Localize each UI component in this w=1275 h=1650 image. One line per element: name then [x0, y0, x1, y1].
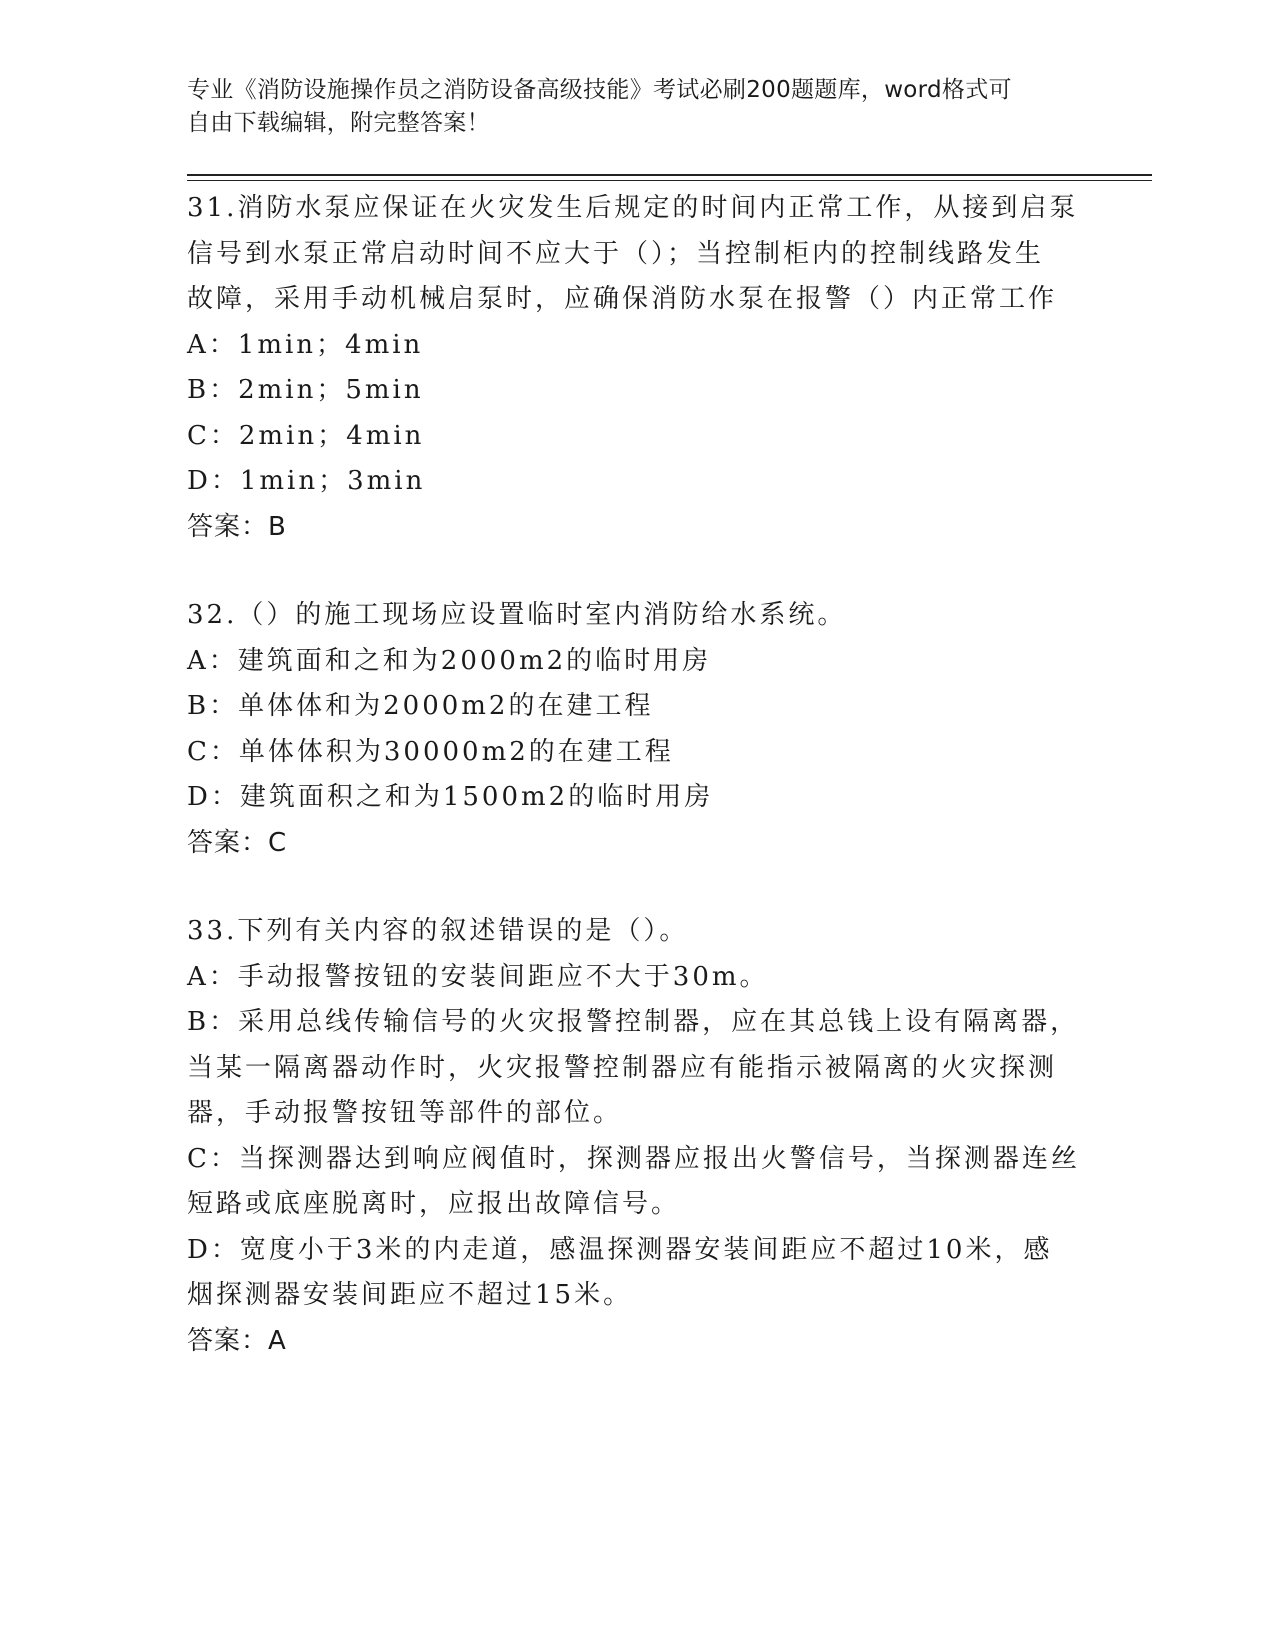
option-d-cont: 烟探测器安装间距应不超过15米。: [187, 1280, 633, 1310]
answer: 答案：B: [187, 511, 287, 542]
option-b: B：采用总线传输信号的火灾报警控制器，应在其总钱上设有隔离器，: [187, 1007, 1080, 1037]
option-b-cont: 器，手动报警按钮等部件的部位。: [187, 1098, 623, 1128]
header-line-1: 专业《消防设施操作员之消防设备高级技能》考试必刷200题题库，word格式可: [187, 77, 1012, 103]
header-divider-thick: [187, 174, 1152, 176]
header-divider-thin: [187, 180, 1152, 181]
option-d: D：1min；3min: [187, 466, 426, 496]
option-b: B：单体体和为2000m2的在建工程: [187, 691, 654, 721]
option-c: C：单体体积为30000m2的在建工程: [187, 736, 674, 767]
question-text-line: 故障，采用手动机械启泵时，应确保消防水泵在报警（）内正常工作: [187, 284, 1058, 314]
question-text-line: 信号到水泵正常启动时间不应大于（）；当控制柜内的控制线路发生: [187, 238, 1045, 269]
option-b: B：2min；5min: [187, 375, 424, 405]
header-line-2: 自由下载编辑，附完整答案！: [187, 110, 490, 136]
answer: 答案：C: [187, 827, 288, 858]
question-32: [187, 593, 1087, 866]
question-31: [187, 186, 1087, 550]
option-c-cont: 短路或底座脱离时，应报出故障信号。: [187, 1189, 681, 1219]
option-d: D：宽度小于3米的内走道，感温探测器安装间距应不超过10米，感: [187, 1234, 1053, 1265]
option-b-cont: 当某一隔离器动作时，火灾报警控制器应有能指示被隔离的火灾探测: [187, 1052, 1058, 1083]
option-a: A：手动报警按钮的安装间距应不大于30m。: [187, 961, 769, 992]
question-text-line: 31.消防水泵应保证在火灾发生后规定的时间内正常工作，从接到启泵: [187, 193, 1079, 223]
option-c: C：当探测器达到响应阀值时，探测器应报出火警信号，当探测器连丝: [187, 1143, 1080, 1174]
option-a: A：1min；4min: [187, 329, 424, 360]
document-header: [187, 74, 1067, 140]
question-33: [187, 909, 1087, 1364]
answer: 答案：A: [187, 1325, 287, 1356]
option-a: A：建筑面和之和为2000m2的临时用房: [187, 645, 712, 676]
question-text-line: 32.（）的施工现场应设置临时室内消防给水系统。: [187, 600, 847, 630]
option-d: D：建筑面积之和为1500m2的临时用房: [187, 782, 714, 812]
option-c: C：2min；4min: [187, 420, 425, 451]
question-text-line: 33.下列有关内容的叙述错误的是（）。: [187, 916, 689, 946]
